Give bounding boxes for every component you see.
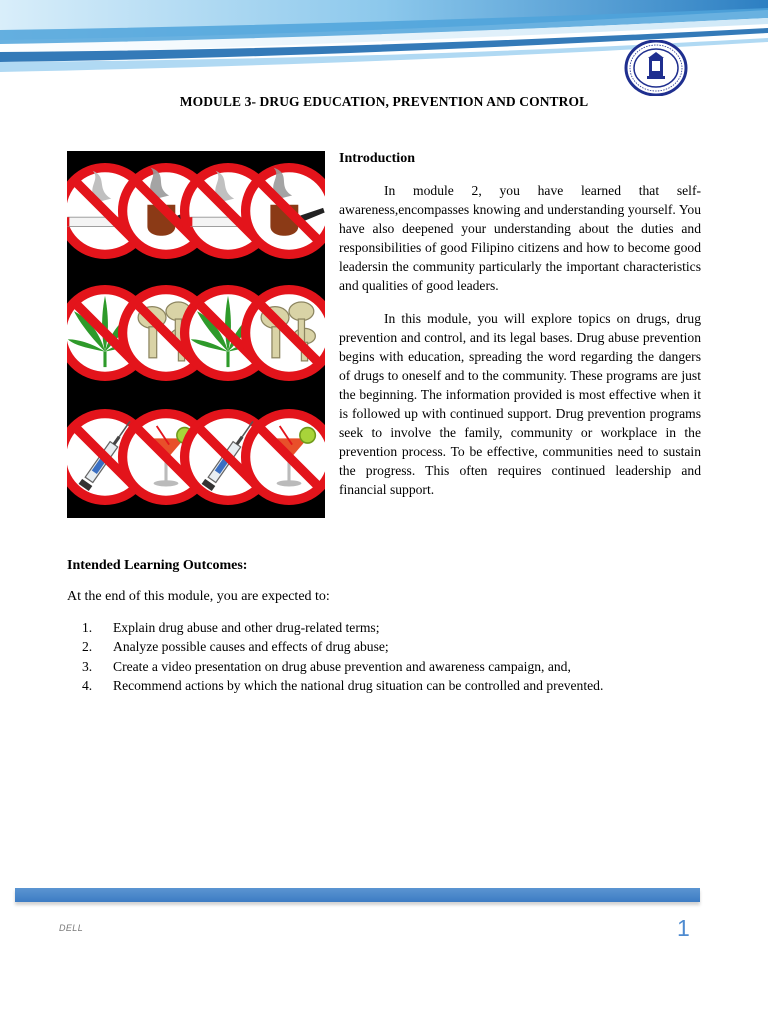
list-item xyxy=(82,637,722,656)
page-number: 1 xyxy=(677,915,690,941)
no-drugs-poster xyxy=(67,151,325,518)
learning-outcomes-intro: At the end of this module, you are expected to: xyxy=(67,589,330,604)
list-item xyxy=(82,657,722,676)
university-seal-logo xyxy=(624,40,688,96)
list-item-number: 4. xyxy=(82,678,93,694)
prohibition-sign-mushrooms xyxy=(246,290,325,377)
list-item-number: 1. xyxy=(82,620,93,635)
prohibition-sign-cocktail xyxy=(246,414,325,501)
learning-outcomes-heading: Intended Learning Outcomes: xyxy=(67,558,248,573)
list-item-text: Analyze possible causes and effects of drug abuse; xyxy=(113,639,389,655)
learning-outcomes-list xyxy=(82,618,722,696)
list-item-number: 3. xyxy=(82,658,93,674)
module-title: MODULE 3- DRUG EDUCATION, PREVENTION AND CONTROL xyxy=(179,94,589,109)
prohibition-sign-pipe xyxy=(246,168,325,255)
list-item-text: Explain drug abuse and other drug-related terms; xyxy=(113,620,380,635)
list-item xyxy=(82,618,722,637)
list-item-text: Recommend actions by which the national drug situation can be controlled and prevented. xyxy=(113,678,604,694)
list-item xyxy=(82,676,722,695)
introduction-heading: Introduction xyxy=(339,151,415,166)
intro-paragraph-2: In this module, you will explore topics on drugs, drug prevention and control, and its legal bases. Drug abuse prevention begins with education, spreading the word regarding the dangers of drugs to oneself and to the community. These programs are just the beginning. The information provided is most effective when it is followed up with continued support. Drug prevention programs seek to involve the family, community or workplace in the prevention process. To be effective, communities need to sustain the progress. This often requires continued leadership and financial support. xyxy=(339,310,701,498)
footer-bar xyxy=(15,888,700,902)
footer-label: DELL xyxy=(59,923,84,933)
intro-paragraph-1: In module 2, you have learned that self-awareness,encompasses knowing and understanding yourself. You have also deepened your understanding about the duties and responsibilities of good Filipino citizens and how to become good leadersin the community particularly the important characteristics and qualities of good leaders. xyxy=(339,183,701,294)
list-item-number: 2. xyxy=(82,639,93,655)
list-item-text: Create a video presentation on drug abuse prevention and awareness campaign, and, xyxy=(113,658,571,674)
introduction-section xyxy=(339,151,701,513)
